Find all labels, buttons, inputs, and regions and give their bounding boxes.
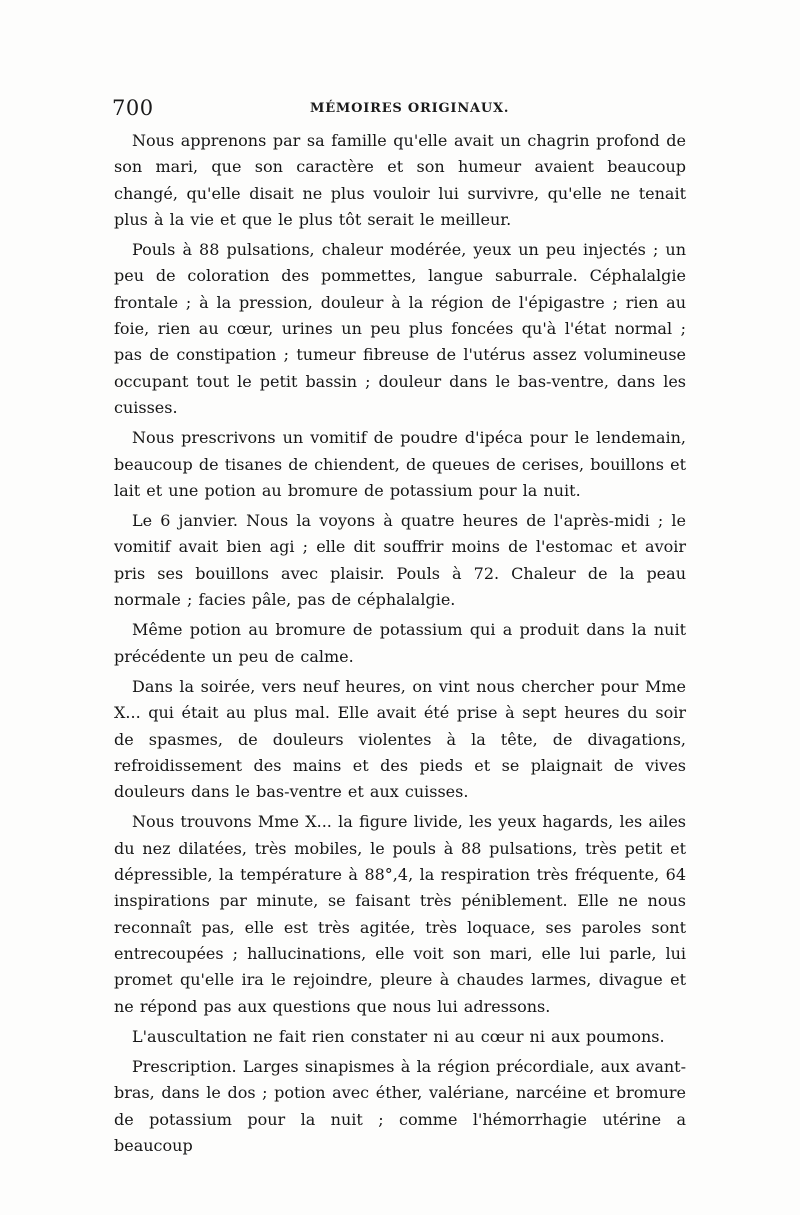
paragraph: Prescription. Larges sinapismes à la région précordiale, aux avant-bras, dans le dos ; potion avec éther, valériane, narcéine et bromure de potassium pour la nuit ; comme l'hémorrhagie utérine a beaucoup: [114, 1057, 686, 1155]
body-text: [114, 128, 686, 1163]
paragraph: Même potion au bromure de potassium qui a produit dans la nuit précédente un peu de calme.: [114, 620, 686, 666]
paragraph: Nous apprenons par sa famille qu'elle avait un chagrin profond de son mari, que son caractère et son humeur avaient beaucoup changé, qu'elle disait ne plus vouloir lui survivre, qu'elle ne tenait plus à la vie et que le plus tôt serait le meilleur.: [114, 131, 686, 229]
page-header: [112, 96, 688, 122]
paragraph: Pouls à 88 pulsations, chaleur modérée, yeux un peu injectés ; un peu de coloration des pommettes, langue saburrale. Céphalalgie frontale ; à la pression, douleur à la région de l'épigastre ; rien au foie, rien au cœur, urines un peu plus foncées qu'à l'état normal ; pas de constipation ; tumeur fibreuse de l'utérus assez volumineuse occupant tout le petit bassin ; douleur dans le bas-ventre, dans les cuisses.: [114, 240, 686, 417]
running-title: MÉMOIRES ORIGINAUX.: [310, 101, 510, 116]
page-number: 700: [112, 96, 154, 120]
paragraph: L'auscultation ne fait rien constater ni au cœur ni aux poumons.: [132, 1026, 665, 1046]
paragraph: Nous trouvons Mme X... la figure livide, les yeux hagards, les ailes du nez dilatées, très mobiles, le pouls à 88 pulsations, très petit et dépressible, la température à 88°,4, la respiration très fréquente, 64 inspirations par minute, se faisant très péniblement. Elle ne nous reconnaît pas, elle est très agitée, très loquace, ses paroles sont entrecoupées ; hallucinations, elle voit son mari, elle lui parle, lui promet qu'elle ira le rejoindre, pleure à chaudes larmes, divague et ne répond pas aux questions que nous lui adressons.: [114, 812, 686, 1016]
paragraph: Nous prescrivons un vomitif de poudre d'ipéca pour le lendemain, beaucoup de tisanes de chiendent, de queues de cerises, bouillons et lait et une potion au bromure de potassium pour la nuit.: [114, 428, 686, 500]
paragraph: Dans la soirée, vers neuf heures, on vint nous chercher pour Mme X... qui était au plus mal. Elle avait été prise à sept heures du soir de spasmes, de douleurs violentes à la tête, de divagations, refroidissement des mains et des pieds et se plaignait de vives douleurs dans le bas-ventre et aux cuisses.: [114, 676, 686, 802]
paragraph: Le 6 janvier. Nous la voyons à quatre heures de l'après-midi ; le vomitif avait bien agi ; elle dit souffrir moins de l'estomac et avoir pris ses bouillons avec plaisir. Pouls à 72. Chaleur de la peau normale ; facies pâle, pas de céphalalgie.: [114, 511, 686, 610]
